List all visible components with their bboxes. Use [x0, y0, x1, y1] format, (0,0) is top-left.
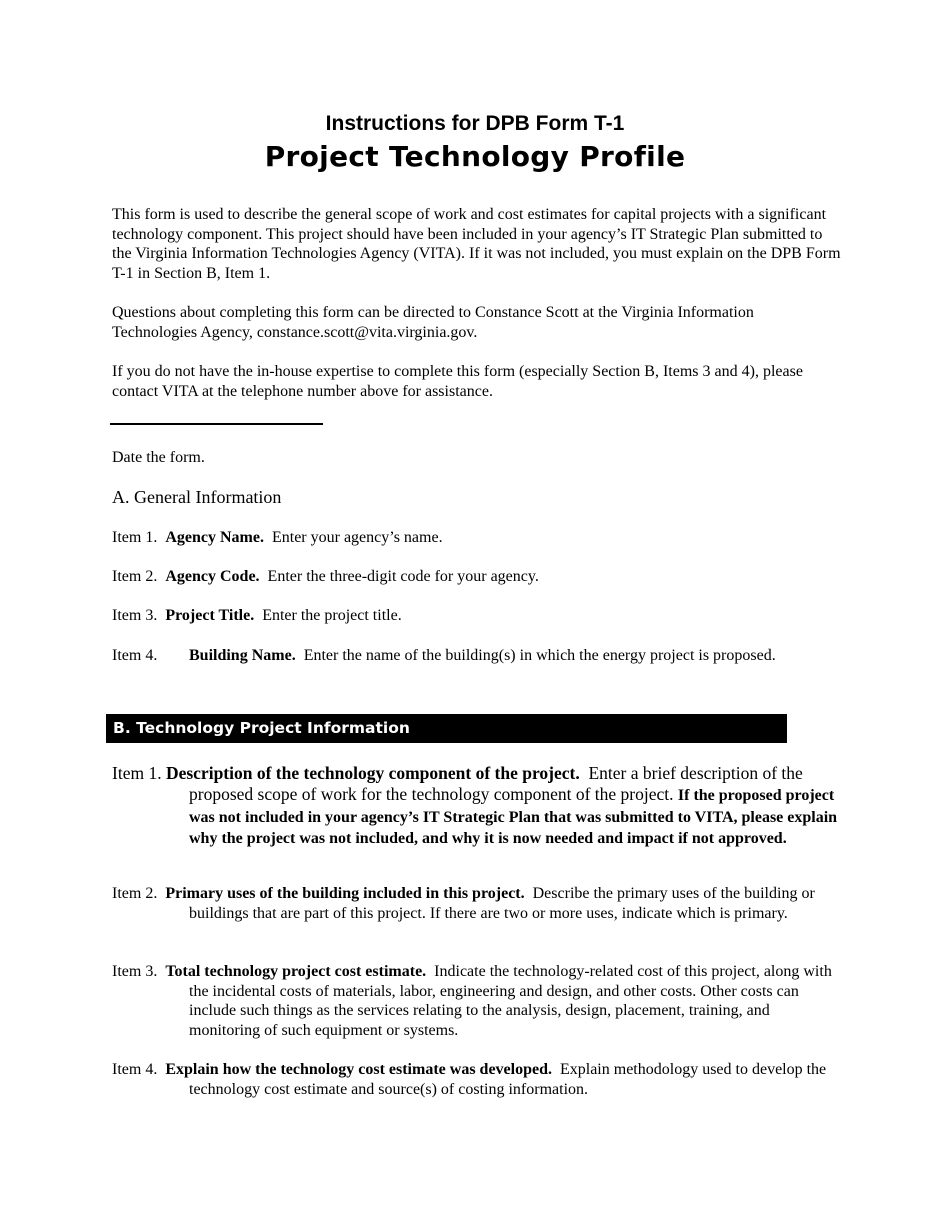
section-a-item-3 — [112, 606, 402, 626]
intro-paragraph-3: If you do not have the in-house expertise to complete this form (especially Section B, Items 3 and 4), please contact VITA at the telephone number above for assistance. — [112, 363, 803, 400]
section-a-item-2 — [112, 567, 539, 587]
separator-rule — [110, 423, 323, 425]
section-b-item-1 — [112, 763, 840, 849]
section-b-heading: B. Technology Project Information — [106, 714, 787, 743]
intro-paragraph-2: Questions about completing this form can be directed to Constance Scott at the Virginia Information Technologies Agency, constance.scott@vita.virginia.gov. — [112, 304, 754, 341]
item-label: Primary uses of the building included in this project. — [165, 885, 525, 902]
item-text: Enter the name of the building(s) in which the energy project is proposed. — [303, 647, 776, 664]
item-prefix: Item 2. — [112, 885, 158, 902]
item-label: Explain how the technology cost estimate was developed. — [165, 1061, 552, 1078]
section-a-heading: A. General Information — [112, 487, 282, 507]
item-prefix: Item 4. — [112, 647, 158, 664]
date-instruction: Date the form. — [112, 449, 205, 466]
item-prefix: Item 1. — [112, 763, 162, 783]
item-text: Enter a brief description of the proposed scope of work for the technology component of the project. — [189, 763, 803, 804]
form-title: Instructions for DPB Form T-1 — [325, 112, 625, 135]
item-prefix: Item 1. — [112, 529, 158, 546]
section-b-item-4 — [112, 1060, 840, 1099]
item-prefix: Item 3. — [112, 607, 158, 624]
item-prefix: Item 4. — [112, 1061, 158, 1078]
item-label: Description of the technology component of the project. — [165, 763, 580, 783]
item-text: Describe the primary uses of the building or buildings that are part of this project. If there are two or more uses, indicate which is primary. — [189, 885, 815, 922]
item-prefix: Item 3. — [112, 963, 158, 980]
section-a-item-4 — [112, 646, 776, 666]
item-prefix: Item 2. — [112, 568, 158, 585]
section-b-item-2 — [112, 884, 840, 923]
item-text: Enter the project title. — [262, 607, 402, 624]
item-text: Explain methodology used to develop the technology cost estimate and source(s) of costing information. — [189, 1061, 827, 1098]
form-subtitle: Project Technology Profile — [264, 140, 686, 173]
item-text: Enter the three-digit code for your agency. — [267, 568, 539, 585]
item-label: Agency Code. — [165, 568, 260, 585]
item-text: Enter your agency’s name. — [271, 529, 443, 546]
item-label: Project Title. — [165, 607, 255, 624]
intro-paragraph-1: This form is used to describe the general scope of work and cost estimates for capital projects with a significant technology component. This project should have been included in your agency’s IT Strategic Plan submitted to the Virginia Information Technologies Agency (VITA). If it was not included, you must explain on the DPB Form T-1 in Section B, Item 1. — [112, 206, 841, 282]
item-text: Indicate the technology-related cost of this project, along with the incidental costs of materials, labor, engineering and design, and other costs. Other costs can include such things as the services relating to the analysis, design, placement, training, and monitoring of such equipment or systems. — [189, 963, 832, 1039]
section-a-item-1 — [112, 528, 443, 548]
item-label: Building Name. — [189, 647, 296, 664]
item-label: Agency Name. — [165, 529, 264, 546]
section-b-item-3 — [112, 962, 840, 1040]
item-emphasis: If the proposed project was not included in your agency’s IT Strategic Plan that was submitted to VITA, please explain why the project was not included, and why it is now needed and impact if not approved. — [189, 787, 838, 847]
item-label: Total technology project cost estimate. — [165, 963, 427, 980]
